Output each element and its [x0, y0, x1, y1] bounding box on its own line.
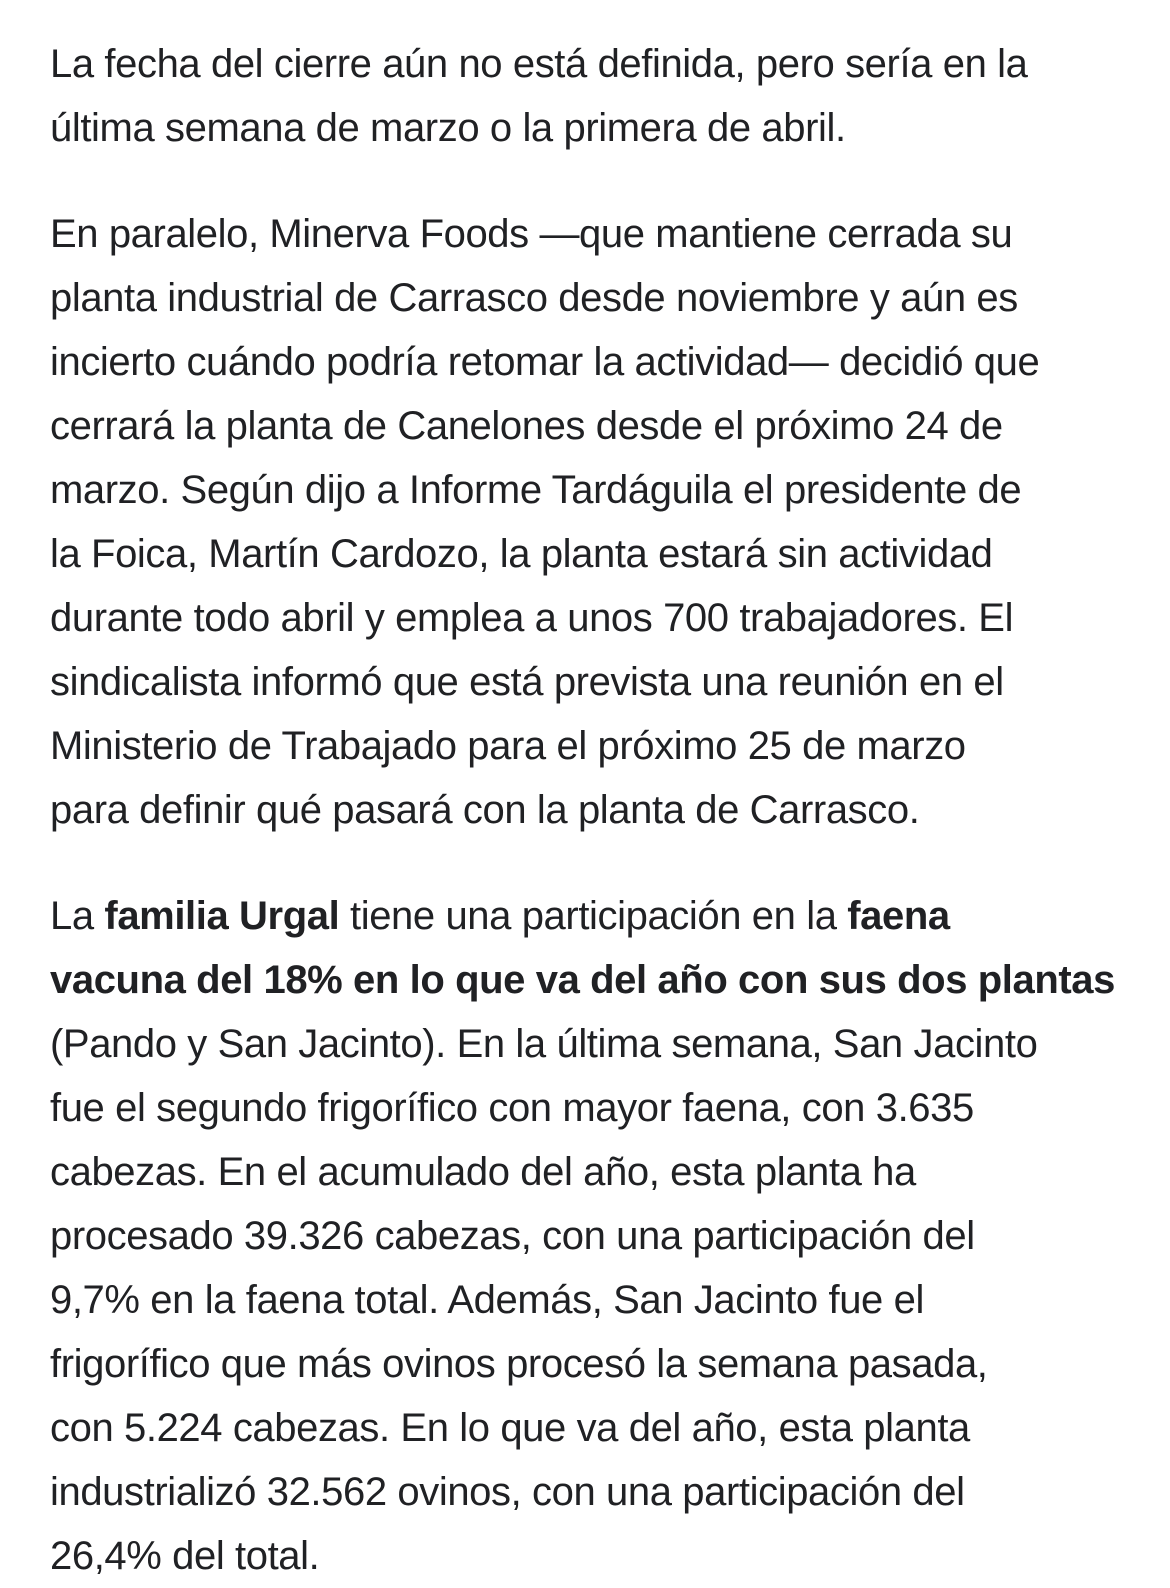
text-line — [50, 884, 1120, 948]
text-line — [50, 96, 1120, 160]
text-segment: sindicalista informó que está prevista una reunión en el — [50, 660, 1004, 704]
text-segment: En paralelo, Minerva Foods —que mantiene cerrada su — [50, 212, 1013, 256]
text-line — [50, 714, 1120, 778]
text-line — [50, 1012, 1120, 1076]
text-line — [50, 32, 1120, 96]
text-segment: industrializó 32.562 ovinos, con una participación del — [50, 1470, 965, 1514]
text-line — [50, 266, 1120, 330]
paragraph — [50, 202, 1120, 842]
text-line — [50, 1460, 1120, 1524]
bold-text: vacuna del 18% en lo que va del año con sus dos plantas — [50, 958, 1115, 1002]
text-segment: incierto cuándo podría retomar la actividad— decidió que — [50, 340, 1040, 384]
text-segment: tiene una participación en la — [339, 894, 848, 938]
text-segment: 9,7% en la faena total. Además, San Jacinto fue el — [50, 1278, 924, 1322]
text-segment: frigorífico que más ovinos procesó la semana pasada, — [50, 1342, 988, 1386]
paragraph — [50, 32, 1120, 160]
text-line — [50, 1076, 1120, 1140]
text-segment: procesado 39.326 cabezas, con una participación del — [50, 1214, 975, 1258]
text-line — [50, 202, 1120, 266]
paragraph — [50, 884, 1120, 1588]
text-segment: fue el segundo frigorífico con mayor faena, con 3.635 — [50, 1086, 974, 1130]
text-line — [50, 1332, 1120, 1396]
text-segment: para definir qué pasará con la planta de Carrasco. — [50, 788, 920, 832]
text-segment: La fecha del cierre aún no está definida, pero sería en la — [50, 42, 1028, 86]
text-line — [50, 330, 1120, 394]
text-segment: marzo. Según dijo a Informe Tardáguila el presidente de — [50, 468, 1022, 512]
text-segment: la Foica, Martín Cardozo, la planta estará sin actividad — [50, 532, 993, 576]
text-segment: Ministerio de Trabajado para el próximo 25 de marzo — [50, 724, 966, 768]
bold-text: familia Urgal — [104, 894, 340, 938]
text-line — [50, 1204, 1120, 1268]
text-segment: cerrará la planta de Canelones desde el próximo 24 de — [50, 404, 1003, 448]
bold-text: faena — [847, 894, 950, 938]
text-segment: última semana de marzo o la primera de abril. — [50, 106, 846, 150]
text-line — [50, 948, 1120, 1012]
text-segment: 26,4% del total. — [50, 1534, 320, 1578]
text-segment: cabezas. En el acumulado del año, esta planta ha — [50, 1150, 916, 1194]
text-segment: durante todo abril y emplea a unos 700 trabajadores. El — [50, 596, 1014, 640]
text-line — [50, 458, 1120, 522]
text-line — [50, 1140, 1120, 1204]
text-line — [50, 1268, 1120, 1332]
text-line — [50, 522, 1120, 586]
text-line — [50, 394, 1120, 458]
text-segment: La — [50, 894, 105, 938]
text-segment: planta industrial de Carrasco desde noviembre y aún es — [50, 276, 1018, 320]
text-line — [50, 586, 1120, 650]
text-line — [50, 778, 1120, 842]
text-segment: con 5.224 cabezas. En lo que va del año, esta planta — [50, 1406, 970, 1450]
text-line — [50, 1524, 1120, 1588]
text-line — [50, 1396, 1120, 1460]
text-line — [50, 650, 1120, 714]
text-segment: (Pando y San Jacinto). En la última semana, San Jacinto — [50, 1022, 1038, 1066]
